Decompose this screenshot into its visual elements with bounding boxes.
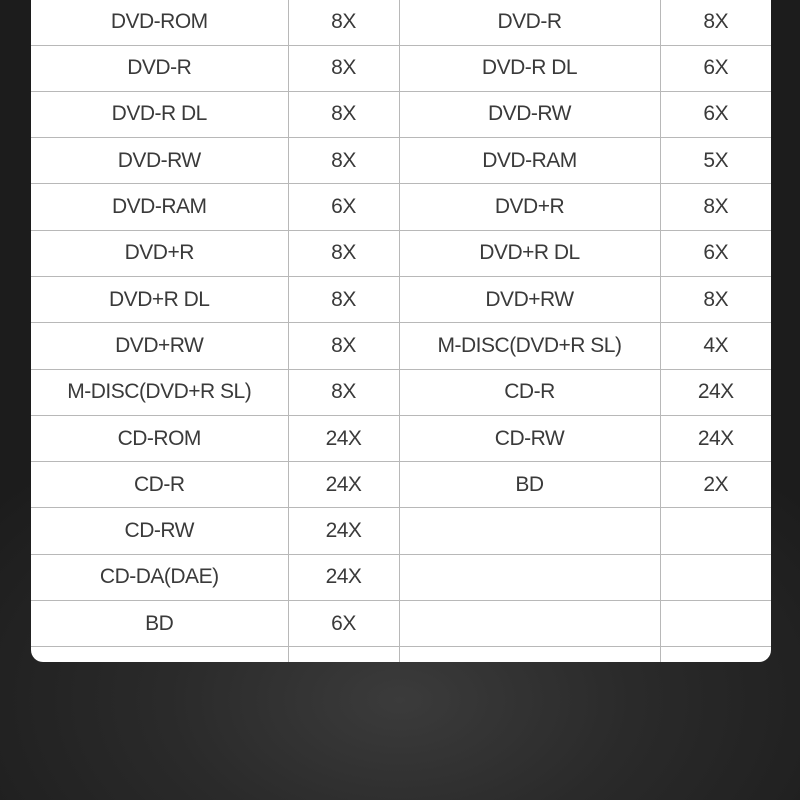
speed-cell: 8X xyxy=(288,138,399,184)
format-cell: DVD+RW xyxy=(399,276,660,322)
speed-cell: 8X xyxy=(660,184,771,230)
speed-cell: 24X xyxy=(288,508,399,554)
format-cell: DVD+R xyxy=(31,230,288,276)
speed-cell: 24X xyxy=(288,462,399,508)
speed-cell: 2X xyxy=(660,462,771,508)
format-cell: DVD+RW xyxy=(31,323,288,369)
format-cell xyxy=(399,601,660,647)
format-cell: CD-ROM xyxy=(31,415,288,461)
speed-table-body xyxy=(31,0,771,662)
speed-cell: 8X xyxy=(288,45,399,91)
speed-cell: 6X xyxy=(288,184,399,230)
speed-cell xyxy=(660,554,771,600)
format-cell: CD-RW xyxy=(399,415,660,461)
format-cell xyxy=(399,508,660,554)
table-row xyxy=(31,184,771,230)
speed-cell: 24X xyxy=(660,415,771,461)
speed-cell: 6X xyxy=(660,91,771,137)
format-cell: CD-DA(DAE) xyxy=(31,554,288,600)
speed-cell: 8X xyxy=(660,0,771,45)
table-row xyxy=(31,323,771,369)
table-row xyxy=(31,647,771,662)
speed-cell xyxy=(288,647,399,662)
format-cell: DVD-RAM xyxy=(399,138,660,184)
table-row xyxy=(31,138,771,184)
speed-cell: 8X xyxy=(288,369,399,415)
speed-cell: 6X xyxy=(660,45,771,91)
format-cell xyxy=(399,647,660,662)
table-row xyxy=(31,554,771,600)
format-cell: DVD-RAM xyxy=(31,184,288,230)
table-row xyxy=(31,276,771,322)
table-row xyxy=(31,508,771,554)
format-cell xyxy=(31,647,288,662)
format-cell xyxy=(399,554,660,600)
format-cell: CD-RW xyxy=(31,508,288,554)
format-cell: DVD-R xyxy=(31,45,288,91)
speed-cell: 8X xyxy=(288,0,399,45)
format-cell: DVD-RW xyxy=(399,91,660,137)
speed-cell: 4X xyxy=(660,323,771,369)
format-cell: M-DISC(DVD+R SL) xyxy=(31,369,288,415)
format-cell: DVD-R DL xyxy=(399,45,660,91)
table-row xyxy=(31,0,771,45)
speed-table xyxy=(31,0,771,662)
table-row xyxy=(31,415,771,461)
speed-cell: 8X xyxy=(288,276,399,322)
format-cell: M-DISC(DVD+R SL) xyxy=(399,323,660,369)
format-cell: DVD+R DL xyxy=(399,230,660,276)
speed-cell: 24X xyxy=(288,415,399,461)
table-row xyxy=(31,91,771,137)
table-row xyxy=(31,462,771,508)
speed-cell: 6X xyxy=(660,230,771,276)
speed-cell: 5X xyxy=(660,138,771,184)
format-cell: CD-R xyxy=(31,462,288,508)
format-cell: DVD+R xyxy=(399,184,660,230)
table-row xyxy=(31,601,771,647)
format-cell: DVD-R xyxy=(399,0,660,45)
format-cell: DVD-RW xyxy=(31,138,288,184)
speed-cell: 8X xyxy=(288,230,399,276)
table-row xyxy=(31,45,771,91)
format-cell: DVD+R DL xyxy=(31,276,288,322)
speed-cell xyxy=(660,508,771,554)
speed-cell: 6X xyxy=(288,601,399,647)
table-row xyxy=(31,230,771,276)
speed-cell xyxy=(660,647,771,662)
speed-table-card xyxy=(31,0,771,662)
speed-cell: 8X xyxy=(288,323,399,369)
table-row xyxy=(31,369,771,415)
speed-cell: 24X xyxy=(288,554,399,600)
format-cell: DVD-R DL xyxy=(31,91,288,137)
format-cell: CD-R xyxy=(399,369,660,415)
speed-cell xyxy=(660,601,771,647)
format-cell: DVD-ROM xyxy=(31,0,288,45)
speed-cell: 8X xyxy=(660,276,771,322)
format-cell: BD xyxy=(31,601,288,647)
speed-cell: 24X xyxy=(660,369,771,415)
format-cell: BD xyxy=(399,462,660,508)
speed-cell: 8X xyxy=(288,91,399,137)
